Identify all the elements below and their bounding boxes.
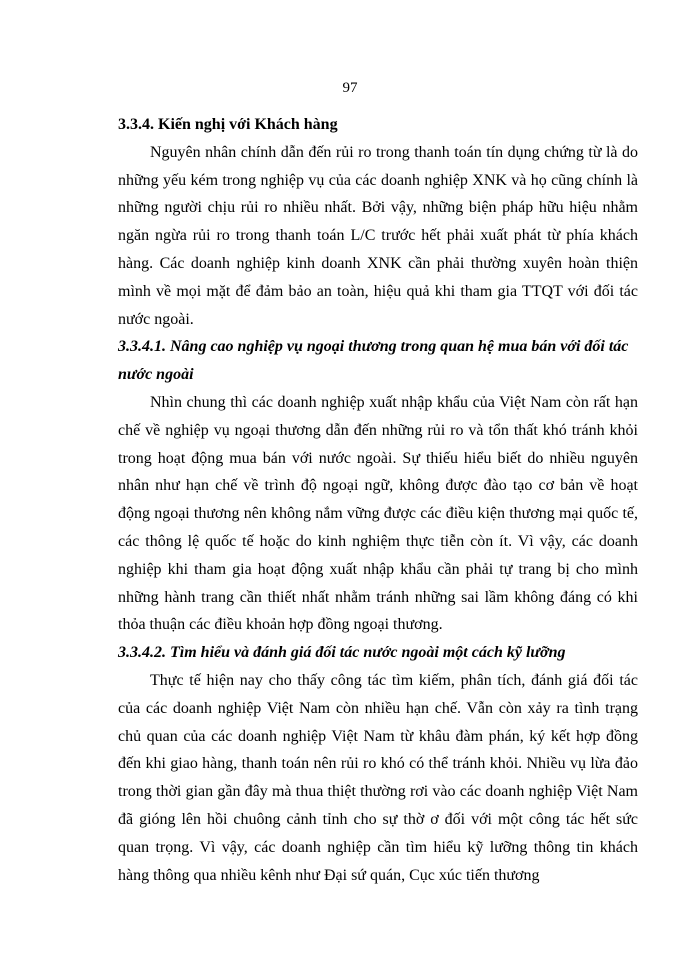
paragraph-3-3-4-2: Thực tế hiện nay cho thấy công tác tìm kiếm, phân tích, đánh giá đối tác của các doanh nghiệp Việt Nam còn nhiều hạn chế. Vẫn còn xảy ra tình trạng chủ quan của các doanh nghiệp Việt Nam từ khâu đàm phán, ký kết hợp đồng đến khi giao hàng, thanh toán nên rủi ro khó có thể tránh khỏi. Nhiều vụ lừa đảo trong thời gian gần đây mà thua thiệt thường rơi vào các doanh nghiệp Việt Nam đã gióng lên hồi chuông cảnh tỉnh cho sự thờ ơ đối với một công tác hết sức quan trọng. Vì vậy, các doanh nghiệp cần tìm hiểu kỹ lưỡng thông tin khách hàng thông qua nhiều kênh như Đại sứ quán, Cục xúc tiến thương — [118, 671, 638, 884]
paragraph-3-3-4: Nguyên nhân chính dẫn đến rủi ro trong thanh toán tín dụng chứng từ là do những yếu kém trong nghiệp vụ của các doanh nghiệp XNK và họ cũng chính là những người chịu rủi ro nhiều nhất. Bởi vậy, những biện pháp hữu hiệu nhằm ngăn ngừa rủi ro trong thanh toán L/C trước hết phải xuất phát từ phía khách hàng. Các doanh nghiệp kinh doanh XNK cần phải thường xuyên hoàn thiện mình về mọi mặt để đảm bảo an toàn, hiệu quả khi tham gia TTQT với đối tác nước ngoài. — [118, 143, 638, 328]
section-heading-3-3-4-2: 3.3.4.2. Tìm hiểu và đánh giá đối tác nước ngoài một cách kỹ lưỡng — [118, 644, 566, 662]
section-heading-3-3-4-1: 3.3.4.1. Nâng cao nghiệp vụ ngoại thương trong quan hệ mua bán với đối tác nước ngoài — [118, 338, 629, 384]
page-number: 97 — [342, 80, 358, 96]
section-heading-3-3-4: 3.3.4. Kiến nghị với Khách hàng — [118, 116, 338, 133]
paragraph-3-3-4-1: Nhìn chung thì các doanh nghiệp xuất nhập khẩu của Việt Nam còn rất hạn chế về nghiệp vụ ngoại thương dẫn đến những rủi ro và tổn thất khó tránh khỏi trong hoạt động mua bán với nước ngoài. Sự thiếu hiểu biết do nhiều nguyên nhân như hạn chế về trình độ ngoại ngữ, không được đào tạo cơ bản về hoạt động ngoại thương nên không nắm vững được các điều kiện thương mại quốc tế, các thông lệ quốc tế hoặc do kinh nghiệm thực tiễn còn ít. Vì vậy, các doanh nghiệp khi tham gia hoạt động xuất nhập khẩu cần phải tự trang bị cho mình những hành trang cần thiết nhất nhằm tránh những sai lầm không đáng có khi thỏa thuận các điều khoản hợp đồng ngoại thương. — [118, 393, 638, 634]
page-content — [118, 111, 638, 889]
